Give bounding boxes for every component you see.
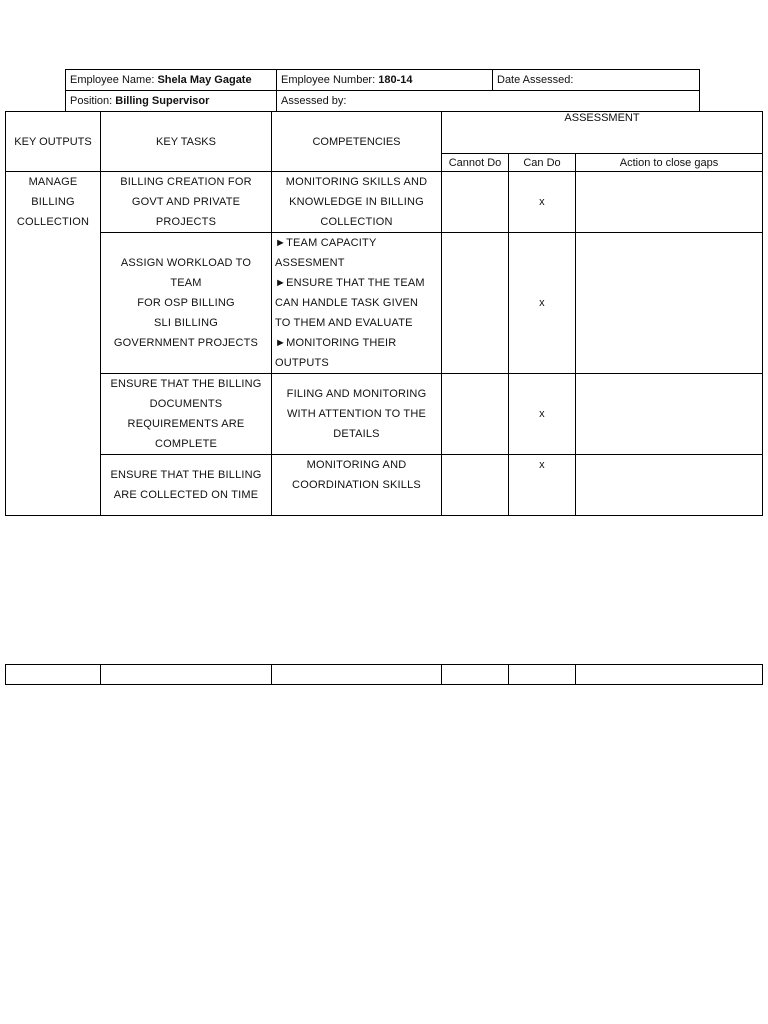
competency-line: COORDINATION SKILLS (292, 479, 421, 491)
col-assessment: ASSESSMENT (442, 112, 763, 154)
key-task-cell (101, 374, 272, 455)
empty-row-table (5, 664, 763, 685)
date-assessed-label: Date Assessed: (497, 74, 574, 86)
col-key-tasks: KEY TASKS (101, 112, 272, 172)
key-output-line: MANAGE (28, 176, 78, 188)
cannot-do-cell (442, 455, 509, 516)
competency-line: MONITORING AND (306, 459, 407, 471)
task-line: BILLING CREATION FOR (120, 176, 252, 188)
task-line: ASSIGN WORKLOAD TO (120, 257, 252, 269)
col-key-outputs: KEY OUTPUTS (6, 112, 101, 172)
position-value: Billing Supervisor (115, 95, 210, 107)
key-output-line: BILLING (31, 196, 75, 208)
competency-line: COLLECTION (320, 216, 393, 228)
table-row (6, 172, 763, 233)
empty-cell (576, 665, 763, 685)
key-task-cell (101, 455, 272, 516)
task-line: COMPLETE (154, 438, 218, 450)
action-cell (576, 172, 763, 233)
can-do-cell: x (509, 374, 576, 455)
key-output-line: COLLECTION (16, 216, 90, 228)
competency-line: MONITORING SKILLS AND (285, 176, 428, 188)
date-assessed-cell (493, 70, 700, 91)
competency-line: WITH ATTENTION TO THE (286, 408, 427, 420)
cannot-do-cell (442, 233, 509, 374)
table-row (6, 455, 763, 516)
empty-cell (272, 665, 442, 685)
assessment-table (5, 111, 763, 516)
competency-cell (272, 374, 442, 455)
task-line: FOR OSP BILLING (137, 297, 235, 309)
cannot-do-cell (442, 374, 509, 455)
competency-line: FILING AND MONITORING (286, 388, 427, 400)
col-action: Action to close gaps (576, 154, 763, 172)
action-cell (576, 233, 763, 374)
competency-cell (272, 172, 442, 233)
position-cell (66, 91, 277, 112)
action-cell (576, 455, 763, 516)
action-cell (576, 374, 763, 455)
task-line: GOVT AND PRIVATE (131, 196, 241, 208)
task-line: ENSURE THAT THE BILLING (110, 378, 262, 390)
employee-number-cell (277, 70, 493, 91)
empty-cell (6, 665, 101, 685)
key-task-cell (101, 172, 272, 233)
key-task-cell (101, 233, 272, 374)
competency-cell (272, 233, 442, 374)
can-do-cell: x (509, 233, 576, 374)
task-line: ARE COLLECTED ON TIME (113, 489, 259, 501)
empty-cell (101, 665, 272, 685)
employee-number-label: Employee Number: (281, 74, 376, 86)
table-row (6, 374, 763, 455)
empty-cell (509, 665, 576, 685)
can-do-cell: x (509, 455, 576, 516)
col-cannot-do: Cannot Do (442, 154, 509, 172)
employee-name-value: Shela May Gagate (157, 74, 252, 86)
col-can-do: Can Do (509, 154, 576, 172)
assessed-by-cell (277, 91, 700, 112)
task-line: PROJECTS (155, 216, 217, 228)
competency-line: CAN HANDLE TASK GIVEN (275, 297, 419, 309)
task-line: SLI BILLING (154, 317, 218, 329)
employee-info-table (65, 69, 700, 112)
task-line: REQUIREMENTS ARE (127, 418, 245, 430)
employee-name-cell (66, 70, 277, 91)
competency-line: ►MONITORING THEIR (275, 337, 397, 349)
can-do-cell: x (509, 172, 576, 233)
competency-line: ►ENSURE THAT THE TEAM (275, 277, 425, 289)
task-line: DOCUMENTS (149, 398, 223, 410)
competency-line: ►TEAM CAPACITY (275, 237, 377, 249)
key-output-cell (6, 172, 101, 516)
table-row (6, 233, 763, 374)
employee-number-value: 180-14 (378, 74, 413, 86)
task-line: GOVERNMENT PROJECTS (113, 337, 259, 349)
assessed-by-label: Assessed by: (281, 95, 347, 107)
competency-line: DETAILS (333, 428, 380, 440)
empty-table-row (6, 665, 763, 685)
empty-cell (442, 665, 509, 685)
competency-line: TO THEM AND EVALUATE (275, 317, 413, 329)
position-label: Position: (70, 95, 113, 107)
task-line: TEAM (170, 277, 202, 289)
col-competencies: COMPETENCIES (272, 112, 442, 172)
competency-line: ASSESMENT (275, 257, 345, 269)
task-line: ENSURE THAT THE BILLING (110, 469, 262, 481)
employee-name-label: Employee Name: (70, 74, 155, 86)
competency-line: KNOWLEDGE IN BILLING (289, 196, 424, 208)
competency-cell (272, 455, 442, 516)
competency-line: OUTPUTS (275, 357, 329, 369)
cannot-do-cell (442, 172, 509, 233)
